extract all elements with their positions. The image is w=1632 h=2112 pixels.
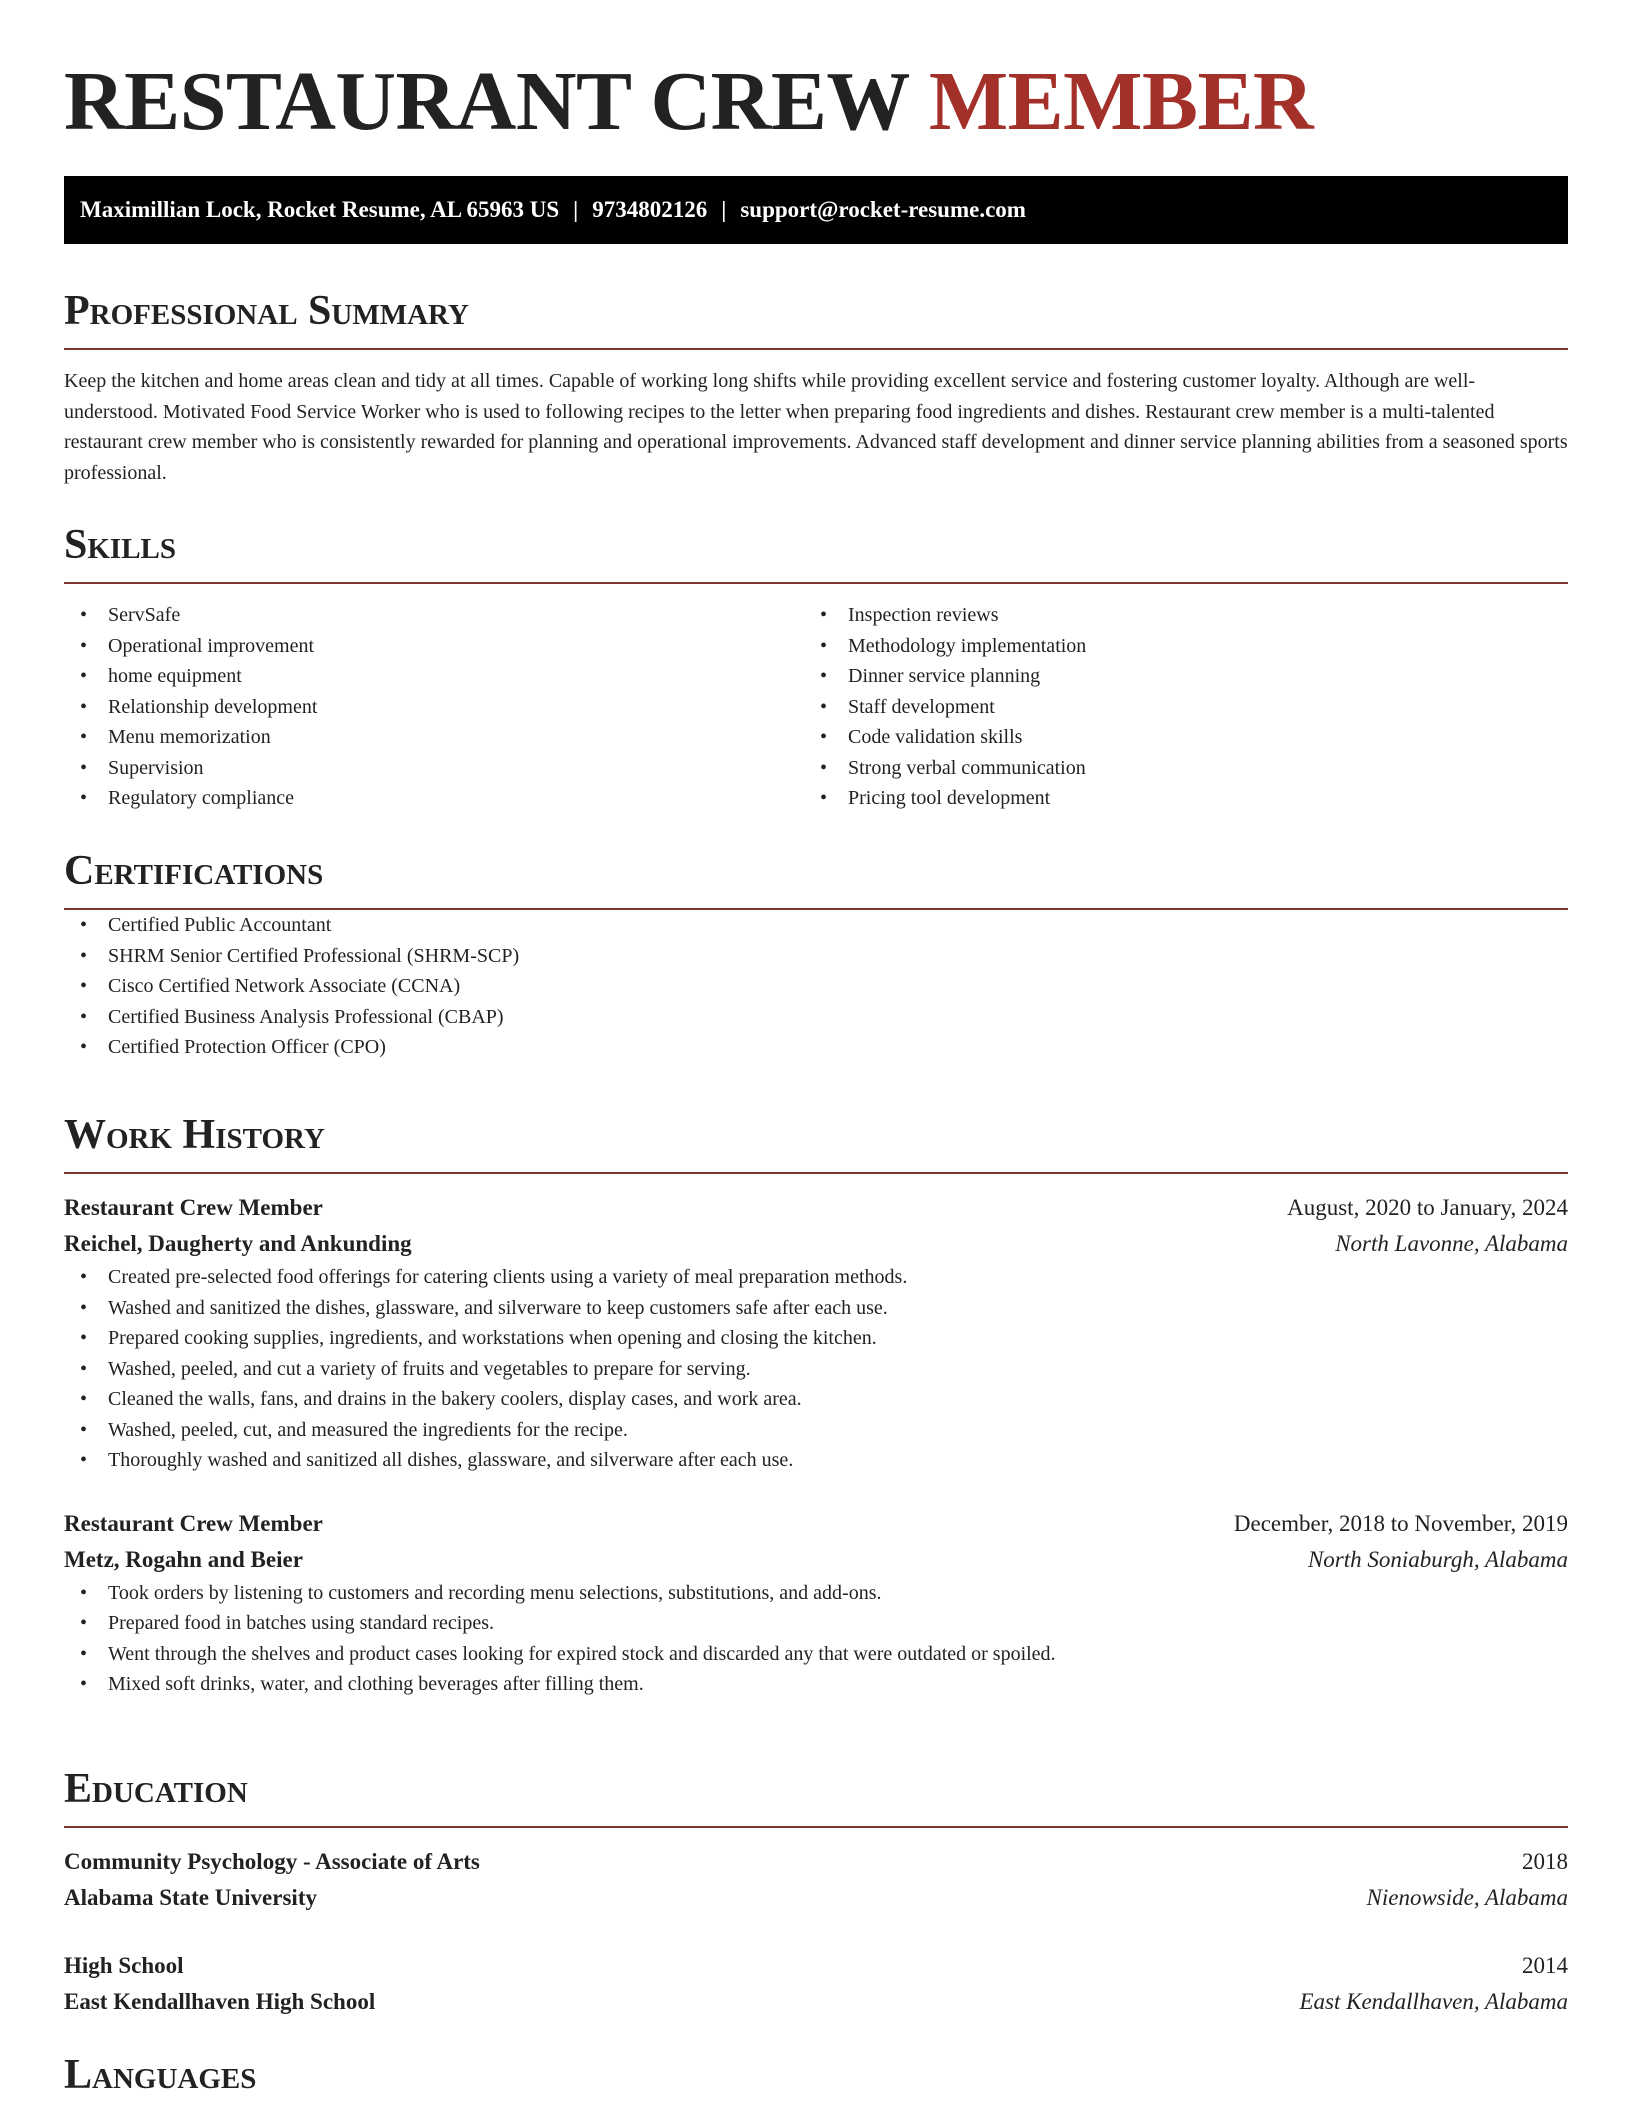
section-heading-certifications: Certifications (64, 848, 324, 894)
section-heading-languages: Languages (64, 2052, 257, 2098)
certification-item: • Certified Business Analysis Professional (CBAP) (64, 1002, 1568, 1033)
skill-item: • Dinner service planning (804, 661, 1544, 692)
job-company: Reichel, Daugherty and Ankunding (64, 1231, 412, 1256)
skills-section (64, 520, 1568, 814)
education-entry (64, 1948, 1568, 2020)
education-school-row (64, 1880, 1568, 1916)
contact-address: Maximillian Lock, Rocket Resume, AL 65963 US (80, 197, 560, 222)
contact-phone: 9734802126 (592, 197, 708, 222)
summary-text: Keep the kitchen and home areas clean and tidy at all times. Capable of working long shifts while providing excellent service and fostering customer loyalty. Although are well-understood. Motivated Food Service Worker who is used to following recipes to the letter when preparing food ingredients and dishes. Restaurant crew member is a multi-talented restaurant crew member who is consistently rewarded for planning and operational improvements. Advanced staff development and dinner service planning abilities from a seasoned sports professional. (64, 370, 1568, 484)
contact-bar (64, 176, 1568, 244)
education-year: 2018 (1522, 1849, 1568, 1874)
job-duty-item: • Washed and sanitized the dishes, glassware, and silverware to keep customers safe after each use. (64, 1293, 1568, 1324)
job-entry (64, 1190, 1568, 1476)
title-accent: MEMBER (928, 55, 1314, 148)
job-duty-item: • Took orders by listening to customers and recording menu selections, substitutions, and add-ons. (64, 1578, 1568, 1609)
job-header-row (64, 1506, 1568, 1542)
section-heading-education: Education (64, 1766, 248, 1812)
education-section (64, 1764, 1568, 2020)
skill-item: • Code validation skills (804, 722, 1544, 753)
job-duty-item: • Prepared cooking supplies, ingredients, and workstations when opening and closing the kitchen. (64, 1323, 1568, 1354)
job-duty-item: • Thoroughly washed and sanitized all dishes, glassware, and silverware after each use. (64, 1445, 1568, 1476)
education-degree: High School (64, 1953, 184, 1978)
job-location: North Soniaburgh, Alabama (1307, 1546, 1568, 1572)
job-entry (64, 1506, 1568, 1700)
skill-item: • home equipment (64, 661, 804, 692)
certification-item: • Certified Protection Officer (CPO) (64, 1032, 1568, 1063)
education-location: East Kendallhaven, Alabama (1299, 1989, 1568, 2014)
job-duty-item: • Went through the shelves and product cases looking for expired stock and discarded any that were outdated or spoiled. (64, 1639, 1568, 1670)
summary-section (64, 286, 1568, 488)
education-entry (64, 1844, 1568, 1916)
job-duty-item: • Mixed soft drinks, water, and clothing beverages after filling them. (64, 1669, 1568, 1700)
job-duties-list (64, 1262, 1568, 1476)
resume-title (64, 52, 1313, 152)
title-main: RESTAURANT CREW (64, 55, 909, 148)
skills-list-left (64, 600, 804, 814)
job-company: Metz, Rogahn and Beier (64, 1546, 303, 1572)
education-school: Alabama State University (64, 1885, 317, 1910)
skill-item: • Operational improvement (64, 631, 804, 662)
section-divider (64, 1826, 1568, 1828)
skill-item: • Methodology implementation (804, 631, 1544, 662)
skill-item: • Strong verbal communication (804, 753, 1544, 784)
job-duty-item: • Created pre-selected food offerings for catering clients using a variety of meal preparation methods. (64, 1262, 1568, 1293)
skill-item: • Regulatory compliance (64, 783, 804, 814)
certifications-list (64, 910, 1568, 1063)
education-degree-row (64, 1844, 1568, 1880)
job-title: Restaurant Crew Member (64, 1510, 323, 1536)
skills-columns (64, 600, 1568, 814)
job-location: North Lavonne, Alabama (1335, 1231, 1568, 1256)
job-duty-item: • Cleaned the walls, fans, and drains in the bakery coolers, display cases, and work area. (64, 1384, 1568, 1415)
education-degree-row (64, 1948, 1568, 1984)
education-year: 2014 (1522, 1953, 1568, 1978)
job-duty-item: • Washed, peeled, cut, and measured the ingredients for the recipe. (64, 1415, 1568, 1446)
contact-separator: | (573, 197, 579, 222)
job-duties-list (64, 1578, 1568, 1700)
education-school: East Kendallhaven High School (64, 1989, 376, 2014)
skill-item: • ServSafe (64, 600, 804, 631)
skill-item: • Supervision (64, 753, 804, 784)
job-dates: August, 2020 to January, 2024 (1287, 1195, 1568, 1220)
job-company-row (64, 1542, 1568, 1578)
certification-item: • Cisco Certified Network Associate (CCNA) (64, 971, 1568, 1002)
certification-item: • SHRM Senior Certified Professional (SHRM-SCP) (64, 941, 1568, 972)
education-degree: Community Psychology - Associate of Arts (64, 1849, 480, 1874)
skill-item: • Relationship development (64, 692, 804, 723)
skills-list-right (804, 600, 1544, 814)
job-dates: December, 2018 to November, 2019 (1233, 1510, 1568, 1536)
languages-section (64, 2050, 1568, 2100)
certification-item: • Certified Public Accountant (64, 910, 1568, 941)
certifications-section (64, 846, 1568, 1063)
education-school-row (64, 1984, 1568, 2020)
section-heading-skills: Skills (64, 522, 177, 568)
work-history-section (64, 1110, 1568, 1700)
job-title: Restaurant Crew Member (64, 1195, 323, 1220)
section-heading-work-history: Work History (64, 1112, 325, 1158)
job-duty-item: • Washed, peeled, and cut a variety of fruits and vegetables to prepare for serving. (64, 1354, 1568, 1385)
skill-item: • Pricing tool development (804, 783, 1544, 814)
contact-separator: | (721, 197, 727, 222)
job-header-row (64, 1190, 1568, 1226)
skill-item: • Inspection reviews (804, 600, 1544, 631)
section-heading-summary: Professional Summary (64, 288, 469, 334)
contact-email: support@rocket-resume.com (740, 197, 1026, 222)
section-divider (64, 348, 1568, 350)
section-divider (64, 582, 1568, 584)
skill-item: • Menu memorization (64, 722, 804, 753)
skill-item: • Staff development (804, 692, 1544, 723)
job-duty-item: • Prepared food in batches using standard recipes. (64, 1608, 1568, 1639)
education-location: Nienowside, Alabama (1366, 1885, 1568, 1910)
section-divider (64, 1172, 1568, 1174)
job-company-row (64, 1226, 1568, 1262)
